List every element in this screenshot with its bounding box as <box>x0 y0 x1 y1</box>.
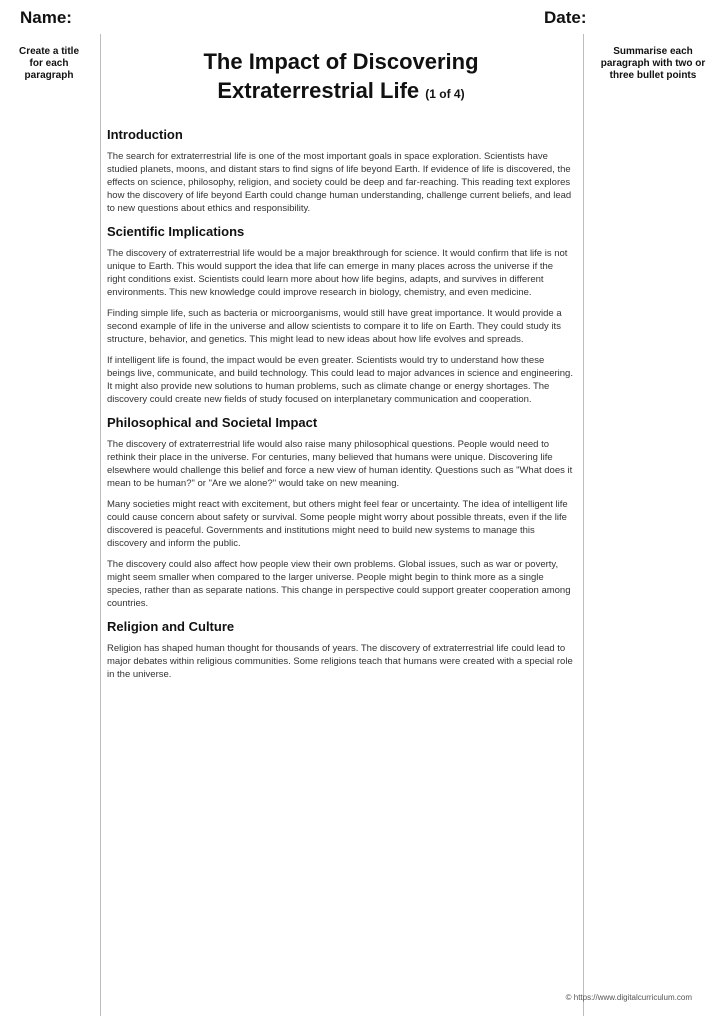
title-line-2 <box>110 76 572 109</box>
paragraph: Many societies might react with excitement, but others might feel fear or uncertainty. The idea of intelligent life could cause concern about safety or survival. Some people might worry about possible threats, even if the life discovered is peaceful. Governments and institutions might need to build new systems to manage this discovery and inform the public. <box>107 499 568 549</box>
paragraph: The search for extraterrestrial life is one of the most important goals in space exploration. Scientists have studied planets, moons, and distant stars to find signs of life beyond Earth. If evidence of life is discovered, the effects on science, philosophy, religion, and society could be deep and far-reaching. This reading text explores how the discovery of life beyond Earth could change human understanding, challenge current beliefs, and lead to new questions about ethics and responsibility. <box>107 151 572 214</box>
footer-url: © https://www.digitalcurriculum.com <box>565 993 692 1002</box>
reading-text <box>107 126 574 689</box>
page-indicator: (1 of 4) <box>425 87 465 101</box>
section-heading-scientific: Scientific Implications <box>107 224 245 239</box>
title-line-2-text: Extraterrestrial Life <box>217 78 420 103</box>
right-margin-column <box>583 34 720 1016</box>
title-line-1: The Impact of Discovering <box>203 49 479 74</box>
right-instruction: Summarise each paragraph with two or three bullet points <box>600 46 706 81</box>
date-label: Date: <box>544 8 587 27</box>
name-label: Name: <box>20 8 72 27</box>
section-heading-philosophical: Philosophical and Societal Impact <box>107 415 318 430</box>
paragraph: The discovery of extraterrestrial life would also raise many philosophical questions. People would need to rethink their place in the universe. For centuries, many believed that humans were unique. Discovering life elsewhere would challenge this belief and force a new view of human identity. Questions such as "What does it mean to be human?" or "Are we alone?" would take on new meaning. <box>107 439 573 489</box>
left-margin-column <box>0 34 101 1016</box>
paragraph: Religion has shaped human thought for thousands of years. The discovery of extraterrestrial life could lead to major debates within religious communities. Some religions teach that humans were created with a special role in the universe. <box>107 643 573 680</box>
section-heading-introduction: Introduction <box>107 127 183 142</box>
paragraph: The discovery could also affect how people view their own problems. Global issues, such as war or poverty, might seem smaller when compared to the larger universe. People might begin to think more as a single species, rather than as separate nations. This change in perspective could support greater cooperation among countries. <box>107 559 571 609</box>
left-instruction: Create a title for each paragraph <box>18 46 80 81</box>
paragraph: If intelligent life is found, the impact would be even greater. Scientists would try to understand how these beings live, communicate, and build technology. This could lead to major advances in science and engineering. It might also provide new solutions to human problems, such as climate change or energy shortages. The discovery could create new fields of study focused on interplanetary communication and cooperation. <box>107 355 573 405</box>
paragraph: The discovery of extraterrestrial life would be a major breakthrough for science. It would confirm that life is not unique to Earth. This would support the idea that life can emerge in many places across the universe if the right conditions exist. Scientists could learn more about how life begins, adapts, and survives in different environments. This new knowledge could improve research in biology, chemistry, and even medicine. <box>107 248 568 298</box>
page-title <box>110 48 572 109</box>
section-heading-religion: Religion and Culture <box>107 619 235 634</box>
paragraph: Finding simple life, such as bacteria or microorganisms, would still have great importance. It would provide a second example of life in the universe and allow scientists to compare it to life on Earth. They could study its structure, behavior, and genetics. This might lead to new ideas about how life evolves and spreads. <box>107 308 562 345</box>
